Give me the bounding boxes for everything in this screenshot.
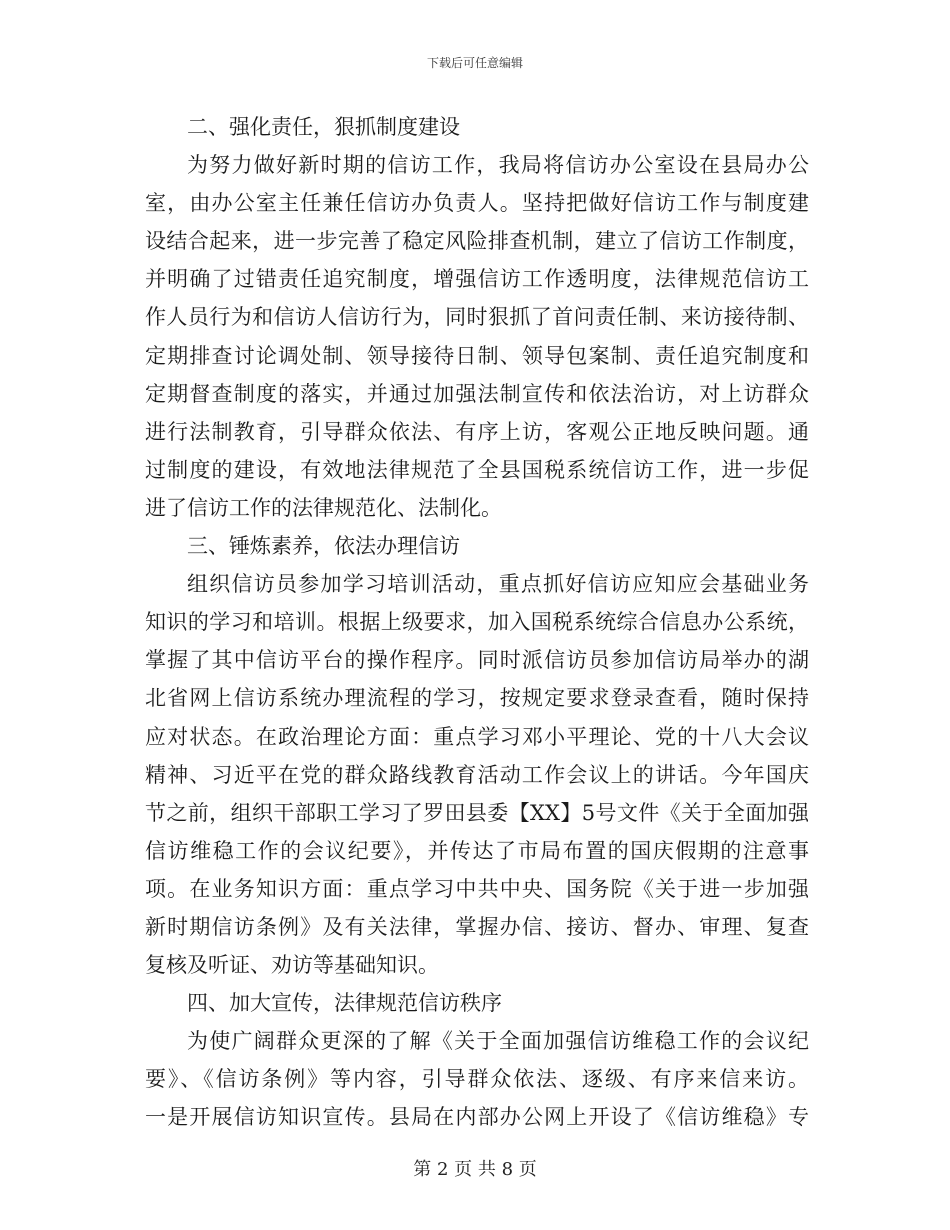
page-header: 下载后可任意编辑 xyxy=(426,56,523,70)
body-text-line: 过制度的建设，有效地法律规范了全县国税系统信访工作，进一步促 xyxy=(145,457,809,482)
body-text-line: 定期排查讨论调处制、领导接待日制、领导包案制、责任追究制度和 xyxy=(145,343,809,368)
body-text-line: 一是开展信访知识宣传。县局在内部办公网上开设了《信访维稳》专 xyxy=(145,1105,809,1130)
section-heading: 三、锤炼素养，依法办理信访 xyxy=(187,534,460,559)
body-text-line: 北省网上信访系统办理流程的学习，按规定要求登录查看，随时保持 xyxy=(145,686,809,711)
body-text-line: 设结合起来，进一步完善了稳定风险排查机制，建立了信访工作制度， xyxy=(145,229,809,254)
body-text-line: 并明确了过错责任追究制度，增强信访工作透明度，法律规范信访工 xyxy=(145,267,809,292)
body-text-line: 信访维稳工作的会议纪要》，并传达了市局布置的国庆假期的注意事 xyxy=(145,838,809,863)
body-text-line: 室，由办公室主任兼任信访办负责人。坚持把做好信访工作与制度建 xyxy=(145,191,809,216)
section-heading: 二、强化责任，狠抓制度建设 xyxy=(187,115,460,139)
body-text-line: 新时期信访条例》及有关法律，掌握办信、接访、督办、审理、复查 xyxy=(145,914,809,939)
body-text-line: 为努力做好新时期的信访工作，我局将信访办公室设在县局办公 xyxy=(187,153,809,178)
body-text-line: 应对状态。在政治理论方面：重点学习邓小平理论、党的十八大会议 xyxy=(145,724,809,749)
body-text-line: 定期督查制度的落实，并通过加强法制宣传和依法治访，对上访群众 xyxy=(145,381,809,406)
body-text-line: 掌握了其中信访平台的操作程序。同时派信访员参加信访局举办的湖 xyxy=(145,648,809,673)
body-text-line: 为使广阔群众更深的了解《关于全面加强信访维稳工作的会议纪 xyxy=(187,1029,809,1054)
body-text-line: 知识的学习和培训。根据上级要求，加入国税系统综合信息办公系统， xyxy=(145,610,809,635)
body-text-line: 组织信访员参加学习培训活动，重点抓好信访应知应会基础业务 xyxy=(187,572,809,597)
page-number: 第 2 页 共 8 页 xyxy=(413,1159,537,1180)
section-heading: 四、加大宣传，法律规范信访秩序 xyxy=(187,991,502,1016)
body-text-line: 节之前，组织干部职工学习了罗田县委【XX】5号文件《关于全面加强 xyxy=(145,800,809,825)
body-text-line: 作人员行为和信访人信访行为，同时狠抓了首问责任制、来访接待制、 xyxy=(145,305,809,330)
body-text-line: 精神、习近平在党的群众路线教育活动工作会议上的讲话。今年国庆 xyxy=(145,762,809,787)
body-text-line: 项。在业务知识方面：重点学习中共中央、国务院《关于进一步加强 xyxy=(145,876,809,901)
body-text-line: 复核及听证、劝访等基础知识。 xyxy=(145,953,439,978)
body-text-line: 进了信访工作的法律规范化、法制化。 xyxy=(145,495,502,520)
body-text-line: 进行法制教育，引导群众依法、有序上访，客观公正地反映问题。通 xyxy=(145,419,809,444)
document-body xyxy=(145,108,809,1137)
body-text-line: 要》、《信访条例》等内容，引导群众依法、逐级、有序来信来访。 xyxy=(145,1067,809,1092)
